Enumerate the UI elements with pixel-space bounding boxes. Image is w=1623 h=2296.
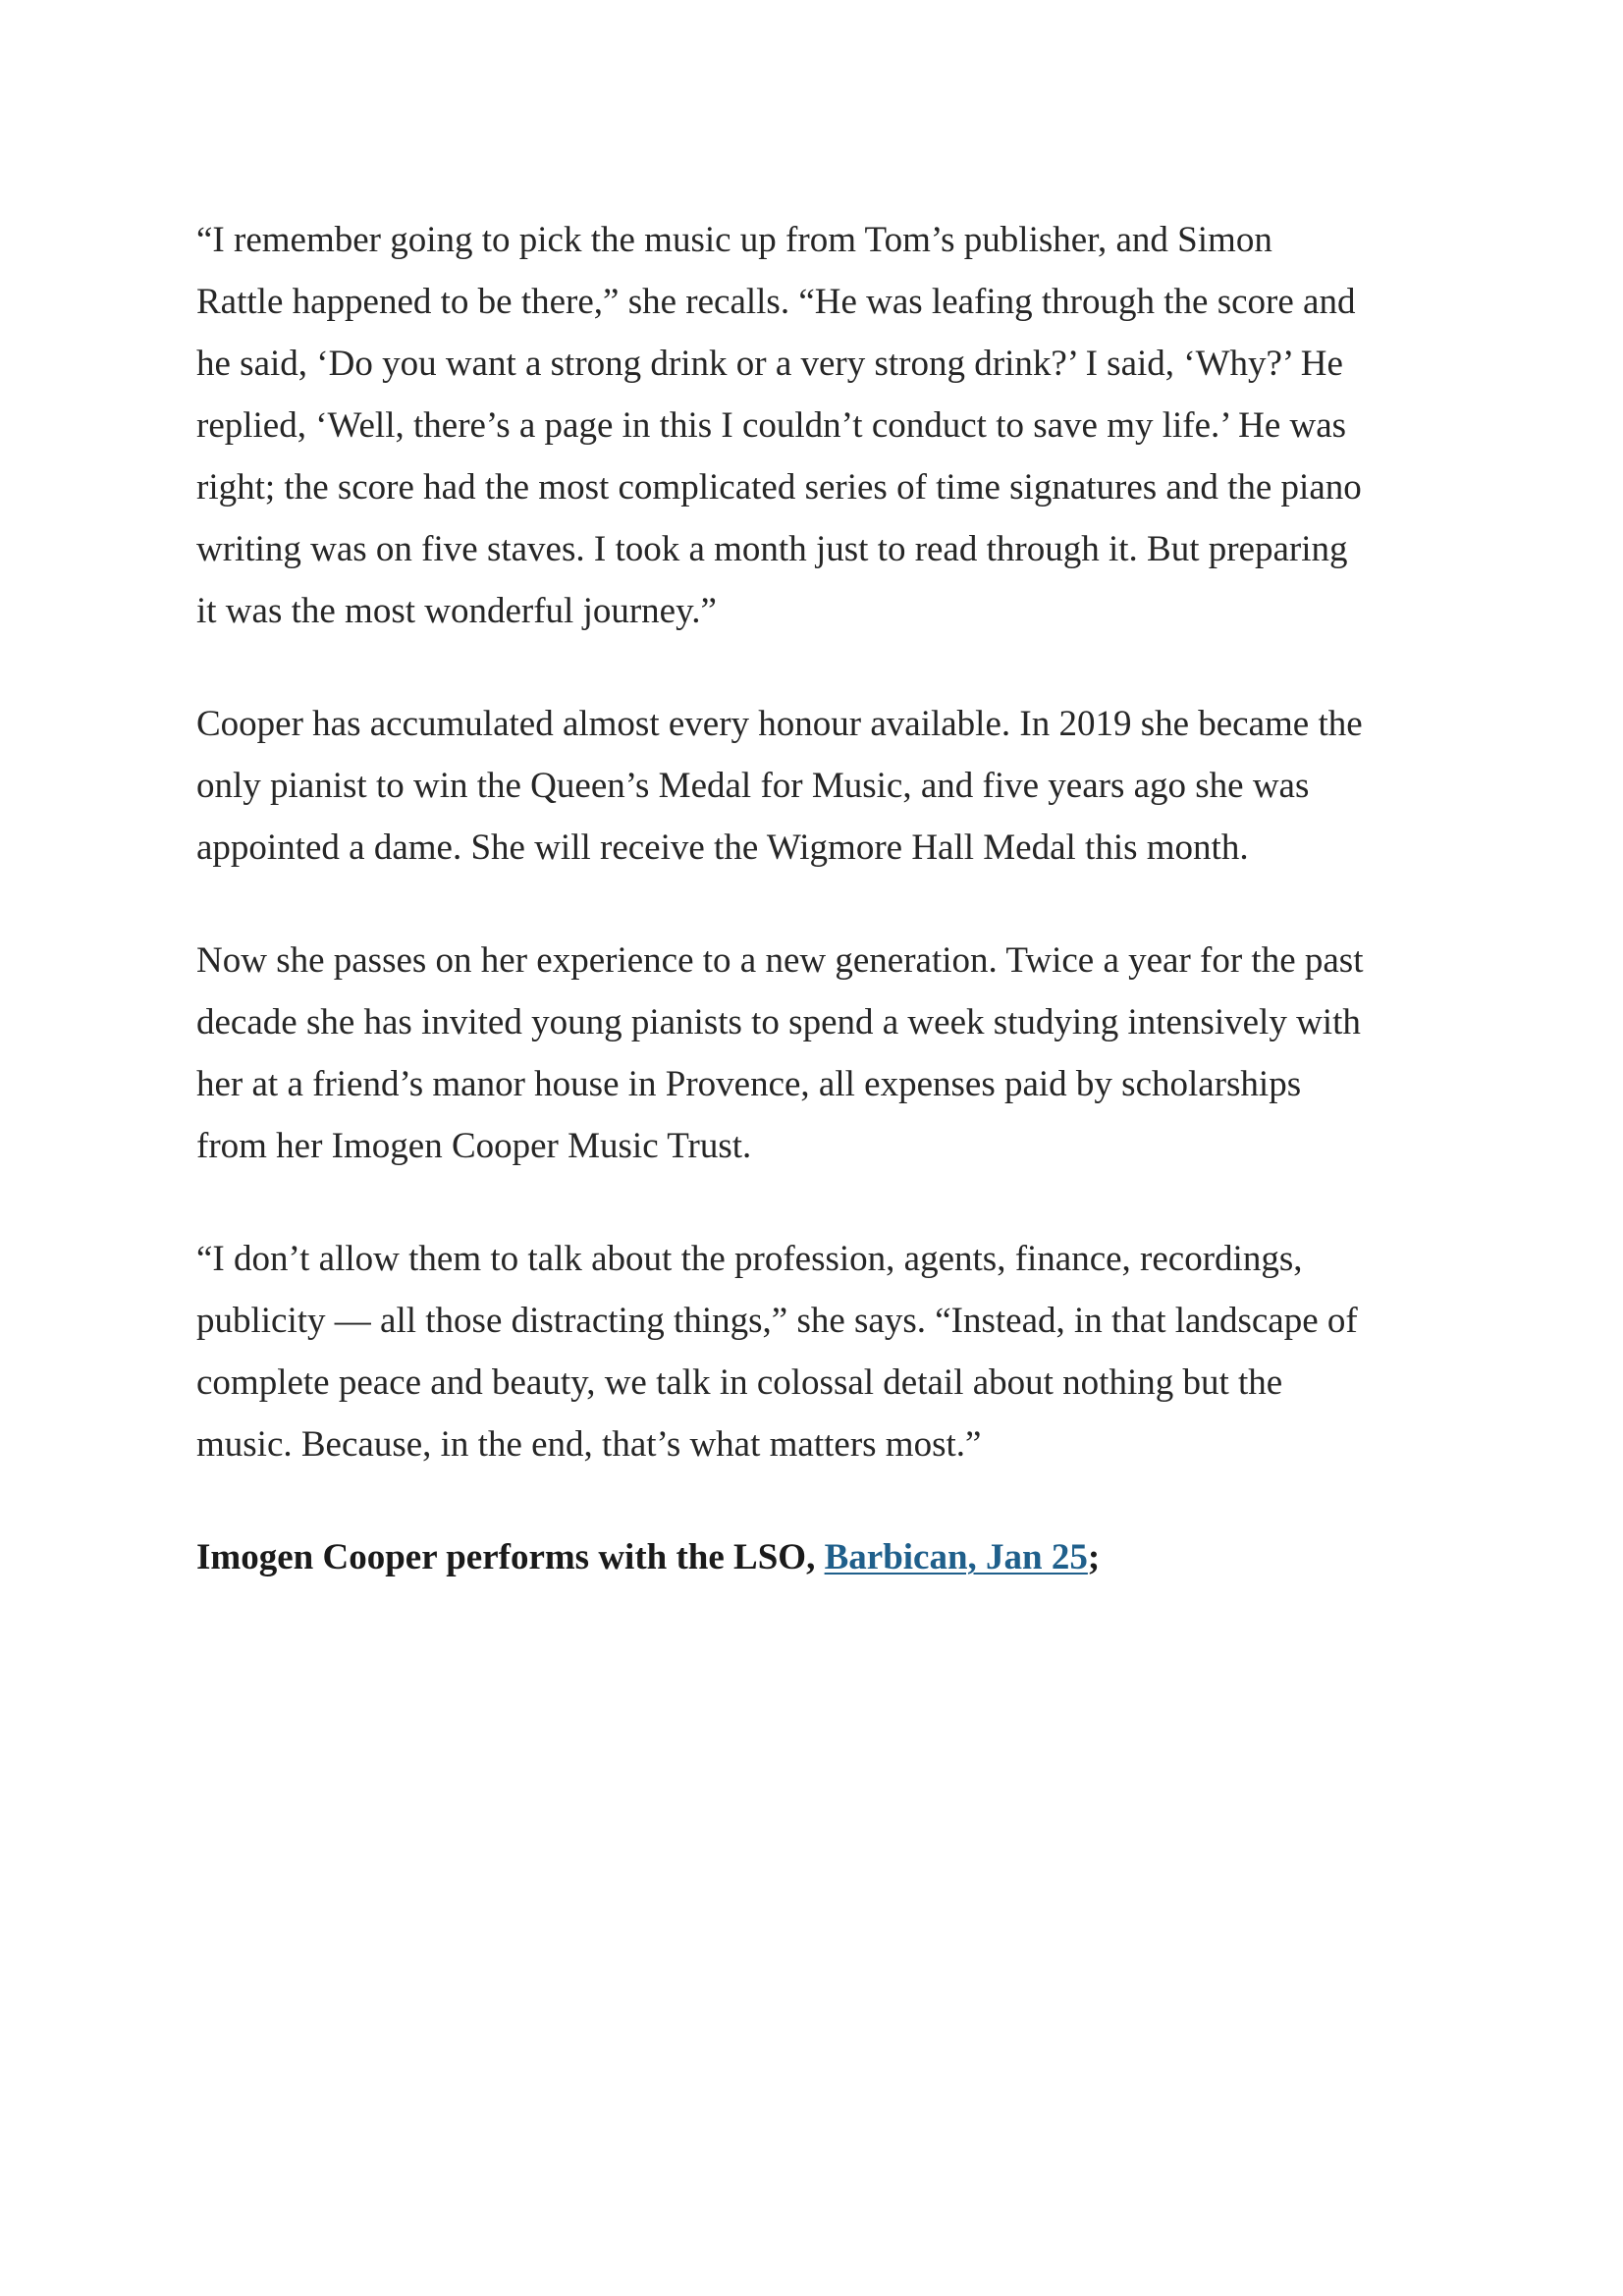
text-line: replied, ‘Well, there’s a page in this I couldn’t conduct to save my life.’ He was: [196, 405, 1347, 446]
text-line: music. Because, in the end, that’s what matters most.”: [196, 1424, 982, 1465]
text-line: appointed a dame. She will receive the Wigmore Hall Medal this month.: [196, 828, 1249, 868]
text-line: publicity — all those distracting things,” she says. “Instead, in that landscape of: [196, 1301, 1358, 1341]
text-line: from her Imogen Cooper Music Trust.: [196, 1126, 752, 1166]
text-line: he said, ‘Do you want a strong drink or a very strong drink?’ I said, ‘Why?’ He: [196, 344, 1343, 384]
text-line: decade she has invited young pianists to spend a week studying intensively with: [196, 1002, 1361, 1042]
paragraph-quote-rattle: [196, 209, 1463, 642]
text-line: right; the score had the most complicated series of time signatures and the piano: [196, 467, 1362, 507]
paragraph-new-generation: [196, 930, 1463, 1177]
text-line: Rattle happened to be there,” she recalls. “He was leafing through the score and: [196, 282, 1356, 322]
text-line: “I remember going to pick the music up from Tom’s publisher, and Simon: [196, 220, 1272, 260]
performance-credit: [196, 1526, 1463, 1588]
paragraph-quote-music: [196, 1228, 1463, 1475]
credit-suffix: ;: [1087, 1537, 1101, 1577]
credit-text: Imogen Cooper performs with the LSO,: [196, 1537, 825, 1577]
article-body: [196, 209, 1463, 1639]
text-line: “I don’t allow them to talk about the profession, agents, finance, recordings,: [196, 1239, 1303, 1279]
text-line: writing was on five staves. I took a month just to read through it. But preparing: [196, 529, 1348, 569]
text-line: it was the most wonderful journey.”: [196, 591, 717, 631]
text-line: Cooper has accumulated almost every honour available. In 2019 she became the: [196, 704, 1363, 744]
barbican-event-link[interactable]: Barbican, Jan 25: [824, 1537, 1088, 1577]
text-line: complete peace and beauty, we talk in colossal detail about nothing but the: [196, 1362, 1283, 1403]
text-line: only pianist to win the Queen’s Medal for Music, and five years ago she was: [196, 766, 1310, 806]
paragraph-honours: [196, 693, 1463, 879]
text-line: Now she passes on her experience to a new generation. Twice a year for the past: [196, 940, 1364, 981]
text-line: her at a friend’s manor house in Provence, all expenses paid by scholarships: [196, 1064, 1302, 1104]
